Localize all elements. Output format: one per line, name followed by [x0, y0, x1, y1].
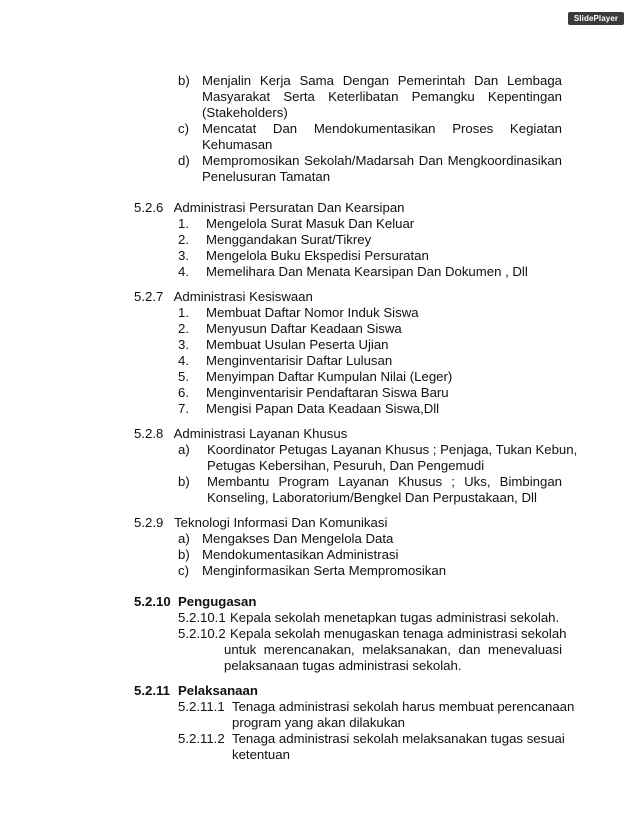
sub-item-text: ketentuan [232, 747, 290, 762]
list-number: 1. [178, 305, 189, 320]
sub-item-text: program yang akan dilakukan [232, 715, 406, 730]
list-item [178, 305, 419, 321]
list-text: Petugas Kebersihan, Pesuruh, Dan Pengemudi [207, 458, 485, 473]
sub-item-cont [224, 642, 562, 658]
sub-item [178, 699, 575, 715]
sub-item-text: pelaksanaan tugas administrasi sekolah. [224, 658, 462, 673]
list-text: Menyimpan Daftar Kumpulan Nilai (Leger) [206, 369, 453, 384]
section-heading [134, 683, 258, 699]
list-item [178, 321, 402, 337]
sub-item-text: untuk merencanakan, melaksanakan, dan menevaluasi [224, 642, 562, 657]
list-item [178, 337, 389, 353]
list-text: Memelihara Dan Menata Kearsipan Dan Dokumen , Dll [206, 264, 528, 279]
section-heading [134, 594, 256, 610]
list-number: 4. [178, 264, 189, 279]
list-text: Menginventarisir Daftar Lulusan [206, 353, 393, 368]
section-heading: 5.2.6 Administrasi Persuratan Dan Kearsipan [134, 200, 405, 215]
section-title: Pengugasan [178, 594, 257, 609]
section-heading: 5.2.7 Administrasi Kesiswaan [134, 289, 313, 304]
list-text: Masyarakat Serta Keterlibatan Pemangku Kepentingan [202, 89, 562, 104]
list-text: Mencatat Dan Mendokumentasikan Proses Kegiatan [202, 121, 562, 136]
list-text: Membuat Usulan Peserta Ujian [206, 337, 389, 352]
sub-item-number: 5.2.10.1 [178, 610, 226, 625]
sub-item [178, 610, 559, 626]
list-item-d [178, 153, 562, 169]
list-text: (Stakeholders) [202, 105, 288, 120]
list-number: 4. [178, 353, 189, 368]
list-item-c [178, 121, 562, 137]
list-label: b) [178, 547, 190, 562]
list-item [178, 264, 528, 280]
list-label: c) [178, 121, 189, 136]
list-text: Mengakses Dan Mengelola Data [202, 531, 394, 546]
list-number: 7. [178, 401, 189, 416]
list-item [178, 563, 446, 579]
list-text: Menyusun Daftar Keadaan Siswa [206, 321, 402, 336]
list-number: 1. [178, 216, 189, 231]
list-text: Mengelola Buku Ekspedisi Persuratan [206, 248, 429, 263]
list-number: 2. [178, 232, 189, 247]
list-label: b) [178, 474, 190, 489]
list-text: Mengelola Surat Masuk Dan Keluar [206, 216, 415, 231]
list-item [178, 385, 449, 401]
list-text: Membuat Daftar Nomor Induk Siswa [206, 305, 419, 320]
list-number: 3. [178, 248, 189, 263]
list-text: Kehumasan [202, 137, 273, 152]
list-number: 2. [178, 321, 189, 336]
list-text: Menggandakan Surat/Tikrey [206, 232, 372, 247]
section-number: 5.2.11 [134, 683, 170, 698]
list-label: a) [178, 531, 190, 546]
list-text: Mengisi Papan Data Keadaan Siswa,Dll [206, 401, 440, 416]
list-number: 5. [178, 369, 189, 384]
list-item [178, 248, 429, 264]
list-text: Menginformasikan Serta Mempromosikan [202, 563, 447, 578]
list-text: Mempromosikan Sekolah/Madarsah Dan Mengkoordinasikan [202, 153, 562, 168]
watermark-badge: SlidePlayer [568, 12, 624, 25]
list-item-b-cont [202, 89, 562, 105]
list-item [178, 547, 398, 563]
list-item [178, 369, 452, 385]
sub-item-text: Kepala sekolah menugaskan tenaga administrasi sekolah [230, 626, 567, 641]
list-number: 3. [178, 337, 189, 352]
list-item [178, 353, 392, 369]
section-heading: 5.2.8 Administrasi Layanan Khusus [134, 426, 348, 441]
list-item [178, 401, 439, 417]
list-number: 6. [178, 385, 189, 400]
sub-item-text: Tenaga administrasi sekolah harus membuat perencanaan [232, 699, 575, 714]
sub-item-number: 5.2.11.2 [178, 731, 225, 746]
sub-item-text: Kepala sekolah menetapkan tugas administrasi sekolah. [230, 610, 560, 625]
sub-item-number: 5.2.10.2 [178, 626, 226, 641]
list-text: Penelusuran Tamatan [202, 169, 331, 184]
list-text: Menginventarisir Pendaftaran Siswa Baru [206, 385, 449, 400]
list-item [178, 232, 371, 248]
section-number: 5.2.10 [134, 594, 171, 609]
sub-item-number: 5.2.11.1 [178, 699, 225, 714]
list-item-b [178, 474, 562, 490]
list-text: Menjalin Kerja Sama Dengan Pemerintah Dan Lembaga [202, 73, 562, 88]
list-label: a) [178, 442, 190, 457]
list-item-b [178, 73, 562, 89]
list-text: Konseling, Laboratorium/Bengkel Dan Perpustakaan, Dll [207, 490, 537, 505]
list-text: Koordinator Petugas Layanan Khusus ; Penjaga, Tukan Kebun, [207, 442, 578, 457]
list-label: d) [178, 153, 190, 168]
list-item [178, 531, 393, 547]
sub-item [178, 731, 565, 747]
list-text: Membantu Program Layanan Khusus ; Uks, Bimbingan [207, 474, 562, 489]
sub-item-text: Tenaga administrasi sekolah melaksanakan tugas sesuai [232, 731, 565, 746]
list-label: c) [178, 563, 189, 578]
list-text: Mendokumentasikan Administrasi [202, 547, 399, 562]
list-label: b) [178, 73, 190, 88]
sub-item [178, 626, 567, 642]
list-item-a [178, 442, 578, 458]
section-heading: 5.2.9 Teknologi Informasi Dan Komunikasi [134, 515, 388, 530]
list-item [178, 216, 414, 232]
section-title: Pelaksanaan [178, 683, 258, 698]
